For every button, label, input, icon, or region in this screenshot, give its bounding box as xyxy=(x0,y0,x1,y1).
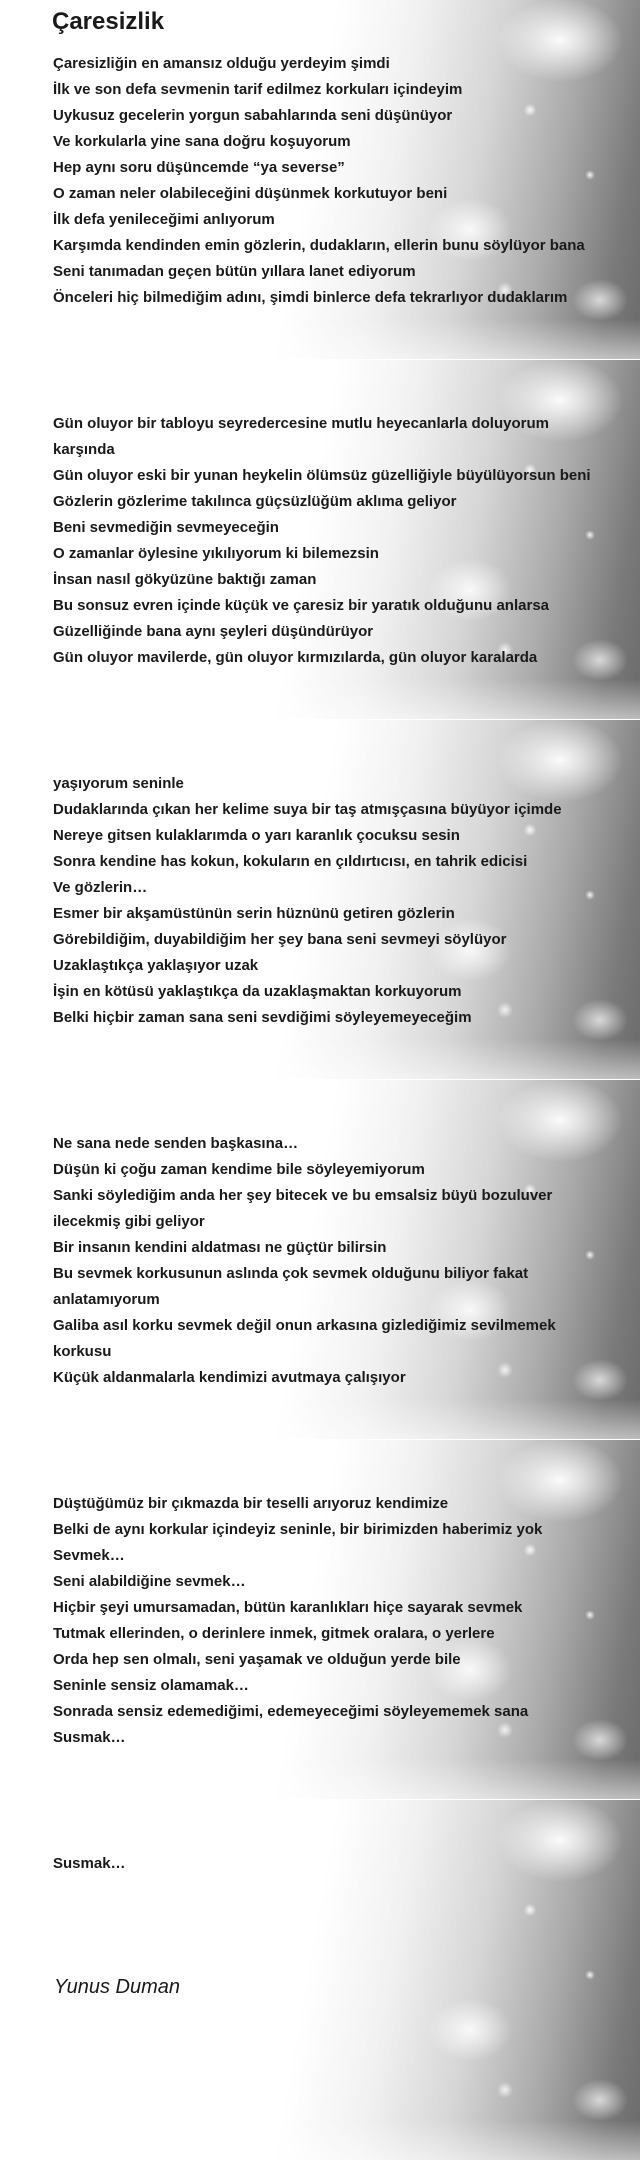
poem-line: Sevmek… xyxy=(53,1547,125,1564)
poem-line: Susmak… xyxy=(53,1729,126,1746)
stanza-3 xyxy=(53,771,634,1031)
poem-panel-6 xyxy=(0,1800,640,2160)
poem-line: yaşıyorum seninle xyxy=(53,775,184,792)
poem-line: Sanki söylediğim anda her şey bitecek ve bu emsalsiz büyü bozuluver ilecekmiş gibi geliyor xyxy=(53,1187,553,1230)
poem-line: Sonrada sensiz edemediğimi, edemeyeceğimi söyleyememek sana xyxy=(53,1703,529,1720)
poem-line: O zaman neler olabileceğini düşünmek korkutuyor beni xyxy=(53,185,448,202)
poem-panel-1 xyxy=(0,0,640,359)
stanza-5 xyxy=(53,1491,634,1751)
poem-line: Hiçbir şeyi umursamadan, bütün karanlıkları hiçe sayarak sevmek xyxy=(53,1599,523,1616)
poem-line: Sonra kendine has kokun, kokuların en çıldırtıcısı, en tahrik edicisi xyxy=(53,853,528,870)
poem-line: Susmak… xyxy=(53,1855,126,1872)
author-signature: Yunus Duman xyxy=(54,1976,180,1998)
poem-line: Hep aynı soru düşüncemde “ya severse” xyxy=(53,159,345,176)
poem-line: Orda hep sen olmalı, seni yaşamak ve olduğun yerde bile xyxy=(53,1651,461,1668)
poem-line: Uykusuz gecelerin yorgun sabahlarında seni düşünüyor xyxy=(53,107,453,124)
poem-line: Tutmak ellerinden, o derinlere inmek, gitmek oralara, o yerlere xyxy=(53,1625,495,1642)
poem-line: Karşımda kendinden emin gözlerin, dudakların, ellerin bunu söylüyor bana xyxy=(53,237,585,254)
poem-line: Düştüğümüz bir çıkmazda bir teselli arıyoruz kendimize xyxy=(53,1495,449,1512)
poem-line: Belki de aynı korkular içindeyiz seninle, bir birimizden haberimiz yok xyxy=(53,1521,543,1538)
poem-line: İlk defa yenileceğimi anlıyorum xyxy=(53,211,275,228)
stanza-6 xyxy=(53,1851,634,1877)
poem-line: Belki hiçbir zaman sana seni sevdiğimi söyleyemeyeceğim xyxy=(53,1009,472,1026)
poem-line: Bu sevmek korkusunun aslında çok sevmek olduğunu biliyor fakat anlatamıyorum xyxy=(53,1265,529,1308)
poem-line: Nereye gitsen kulaklarımda o yarı karanlık çocuksu sesin xyxy=(53,827,460,844)
poem-panel-2 xyxy=(0,360,640,719)
poem-line: Görebildiğim, duyabildiğim her şey bana seni sevmeyi söylüyor xyxy=(53,931,507,948)
poem-line: Ve korkularla yine sana doğru koşuyorum xyxy=(53,133,351,150)
poem-panel-3 xyxy=(0,720,640,1079)
poem-line: Güzelliğinde bana aynı şeyleri düşündürüyor xyxy=(53,623,374,640)
poem-line: Gün oluyor bir tabloyu seyredercesine mutlu heyecanlarla doluyorum karşında xyxy=(53,415,549,458)
poem-line: İşin en kötüsü yaklaştıkça da uzaklaşmaktan korkuyorum xyxy=(53,983,462,1000)
poem-title: Çaresizlik xyxy=(52,8,165,35)
poem-line: Ve gözlerin… xyxy=(53,879,148,896)
poem-line: Gözlerin gözlerime takılınca güçsüzlüğüm aklıma geliyor xyxy=(53,493,457,510)
poem-line: Dudaklarında çıkan her kelime suya bir taş atmışçasına büyüyor içimde xyxy=(53,801,562,818)
poem-line: Düşün ki çoğu zaman kendime bile söyleyemiyorum xyxy=(53,1161,425,1178)
poem-line: Seninle sensiz olamamak… xyxy=(53,1677,249,1694)
poem-line: Bir insanın kendini aldatması ne güçtür bilirsin xyxy=(53,1239,387,1256)
poem-line: Galiba asıl korku sevmek değil onun arkasına gizlediğimiz sevilmemek korkusu xyxy=(53,1317,556,1360)
stanza-2 xyxy=(53,411,634,671)
poem-line: İnsan nasıl gökyüzüne baktığı zaman xyxy=(53,571,317,588)
poem-line: Beni sevmediğin sevmeyeceğin xyxy=(53,519,279,536)
poem-line: Gün oluyor eski bir yunan heykelin ölümsüz güzelliğiyle büyülüyorsun beni xyxy=(53,467,591,484)
poem-line: Gün oluyor mavilerde, gün oluyor kırmızılarda, gün oluyor karalarda xyxy=(53,649,538,666)
poem-line: Ne sana nede senden başkasına… xyxy=(53,1135,299,1152)
poem-line: Uzaklaştıkça yaklaşıyor uzak xyxy=(53,957,259,974)
poem-panel-4 xyxy=(0,1080,640,1439)
poem-line: Bu sonsuz evren içinde küçük ve çaresiz bir yaratık olduğunu anlarsa xyxy=(53,597,550,614)
poem-line: Çaresizliğin en amansız olduğu yerdeyim şimdi xyxy=(53,55,390,72)
poem-panel-5 xyxy=(0,1440,640,1799)
poem-line: Önceleri hiç bilmediğim adını, şimdi binlerce defa tekrarlıyor dudaklarım xyxy=(53,289,568,306)
stanza-4 xyxy=(53,1131,634,1391)
poem-line: Küçük aldanmalarla kendimizi avutmaya çalışıyor xyxy=(53,1369,406,1386)
poem-line: Seni tanımadan geçen bütün yıllara lanet ediyorum xyxy=(53,263,416,280)
poem-line: İlk ve son defa sevmenin tarif edilmez korkuları içindeyim xyxy=(53,81,463,98)
poem-line: Esmer bir akşamüstünün serin hüznünü getiren gözlerin xyxy=(53,905,455,922)
poem-line: Seni alabildiğine sevmek… xyxy=(53,1573,246,1590)
stanza-1 xyxy=(53,51,634,311)
poem-line: O zamanlar öylesine yıkılıyorum ki bilemezsin xyxy=(53,545,379,562)
